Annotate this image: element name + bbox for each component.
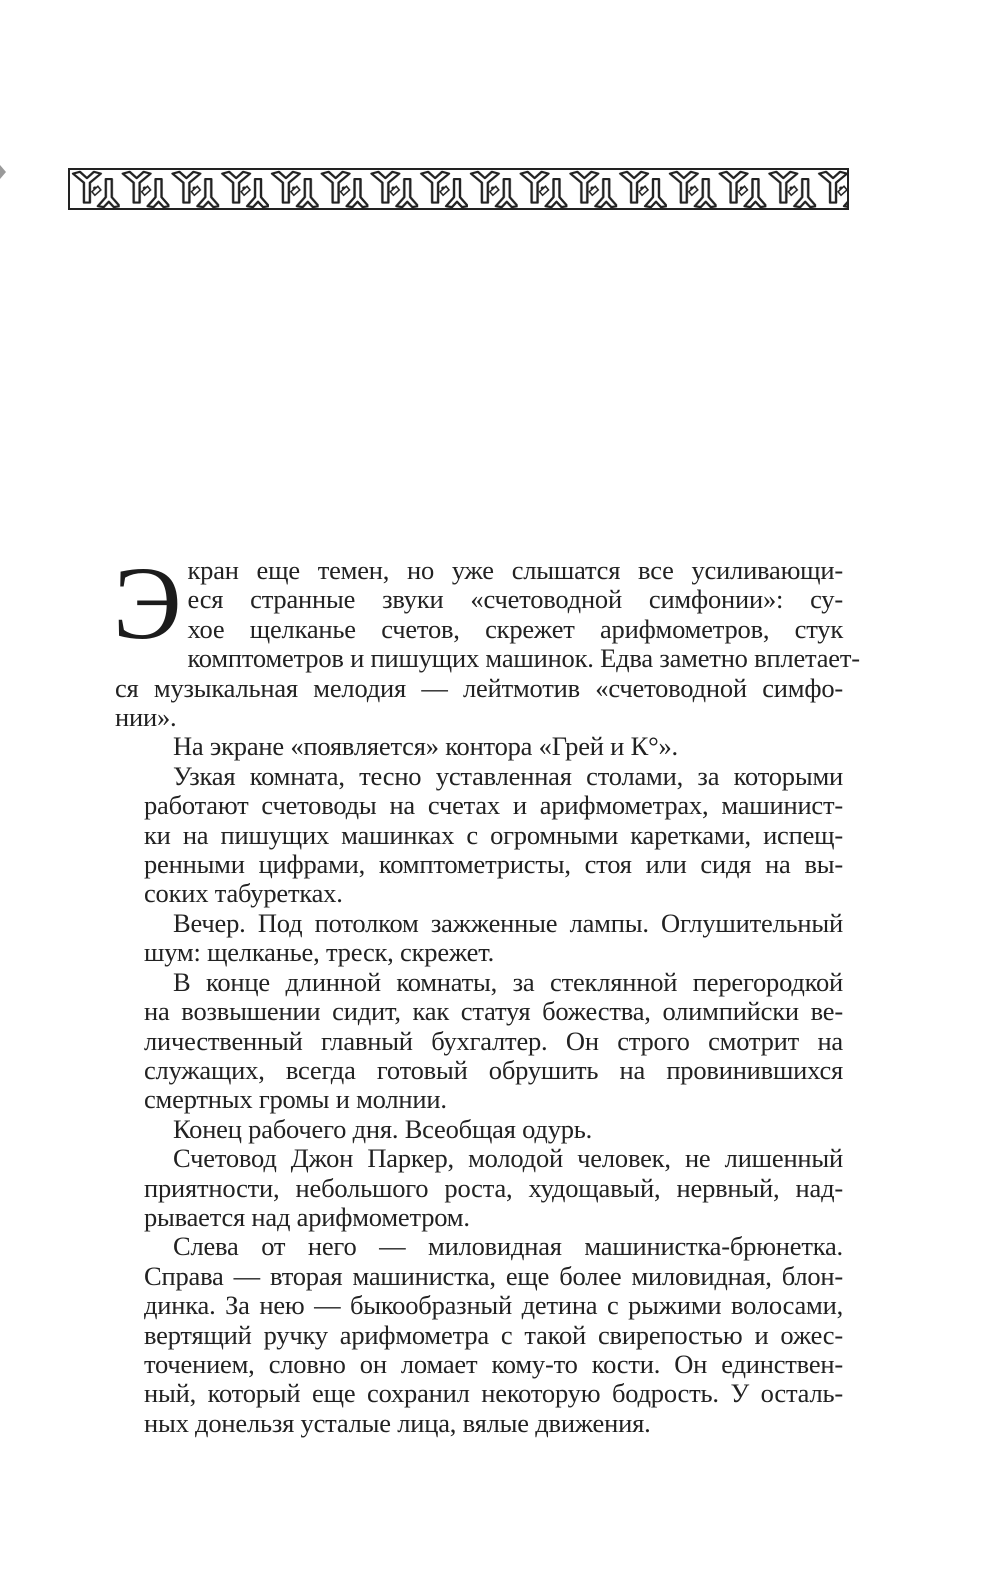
text-line: хое щелканье счетов, скрежет арифмометров, стук [187, 613, 843, 644]
text-line: точением, словно он ломает кому-то кости. Он единствен- [144, 1348, 843, 1379]
text-line: комптометров и пишущих машинок. Едва заметно вплетает- [187, 643, 860, 674]
text-line: ный, который еще сохранил некоторую бодрость. У осталь- [144, 1378, 843, 1409]
text-line: Счетовод Джон Паркер, молодой человек, не лишенный [173, 1143, 843, 1174]
text-line: Вечер. Под потолком зажженные лампы. Оглушительный [173, 907, 843, 938]
text-line: Справа — вторая машинистка, еще более миловидная, блон- [144, 1260, 843, 1291]
ornamental-header-border [68, 168, 849, 210]
text-line: шум: щелканье, треск, скрежет. [144, 937, 495, 968]
ornament-pattern-icon [70, 170, 847, 208]
paragraph-5 [115, 968, 843, 1115]
text-line: Узкая комната, тесно уставленная столами, за которыми [173, 760, 843, 791]
text-line: динка. За нею — быкообразный детина с рыжими волосами, [144, 1290, 843, 1321]
paragraph-6 [115, 1115, 843, 1144]
text-line: еся странные звуки «счетоводной симфонии»: су- [187, 584, 843, 615]
paragraph-3 [115, 762, 843, 909]
page-edge-mark [0, 165, 6, 179]
text-line: На экране «появляется» контора «Грей и К°». [173, 731, 678, 762]
paragraph-8 [115, 1232, 843, 1438]
text-line: В конце длинной комнаты, за стеклянной перегородкой [173, 966, 843, 997]
text-line: Слева от него — миловидная машинистка-брюнетка. [173, 1231, 843, 1262]
text-line: Конец рабочего дня. Всеобщая одурь. [173, 1113, 593, 1144]
text-line: служащих, всегда готовый обрушить на провинившихся [144, 1054, 843, 1085]
text-line: нии». [115, 702, 177, 733]
text-line: ных донельзя усталые лица, вялые движения. [144, 1407, 651, 1438]
text-line: работают счетоводы на счетах и арифмометрах, машинист- [144, 790, 843, 821]
body-text [113, 546, 860, 1438]
paragraph-7 [115, 1144, 843, 1232]
text-line: ся музыкальная мелодия — лейтмотив «счетоводной симфо- [115, 672, 843, 703]
text-line: приятности, небольшого роста, худощавый, нервный, над- [144, 1172, 843, 1203]
paragraph-2 [115, 732, 843, 761]
text-line: личественный главный бухгалтер. Он строго смотрит на [144, 1025, 843, 1056]
text-line: ки на пишущих машинках с огромными каретками, испещ- [144, 819, 843, 850]
paragraph-4 [115, 909, 843, 968]
text-line: вертящий ручку арифмометра с такой свирепостью и ожес- [144, 1319, 843, 1350]
paragraph-1 [113, 546, 860, 733]
text-line: кран еще темен, но уже слышатся все усиливающи- [187, 555, 843, 585]
text-line: ренными цифрами, комптометристы, стоя или сидя на вы- [144, 849, 843, 880]
text-line: на возвышении сидит, как статуя божества, олимпийски ве- [144, 996, 843, 1027]
text-line: соких табуретках. [144, 878, 343, 909]
drop-cap: Э [113, 546, 182, 661]
text-line: смертных громы и молнии. [144, 1084, 447, 1115]
text-line: рывается над арифмометром. [144, 1201, 470, 1232]
